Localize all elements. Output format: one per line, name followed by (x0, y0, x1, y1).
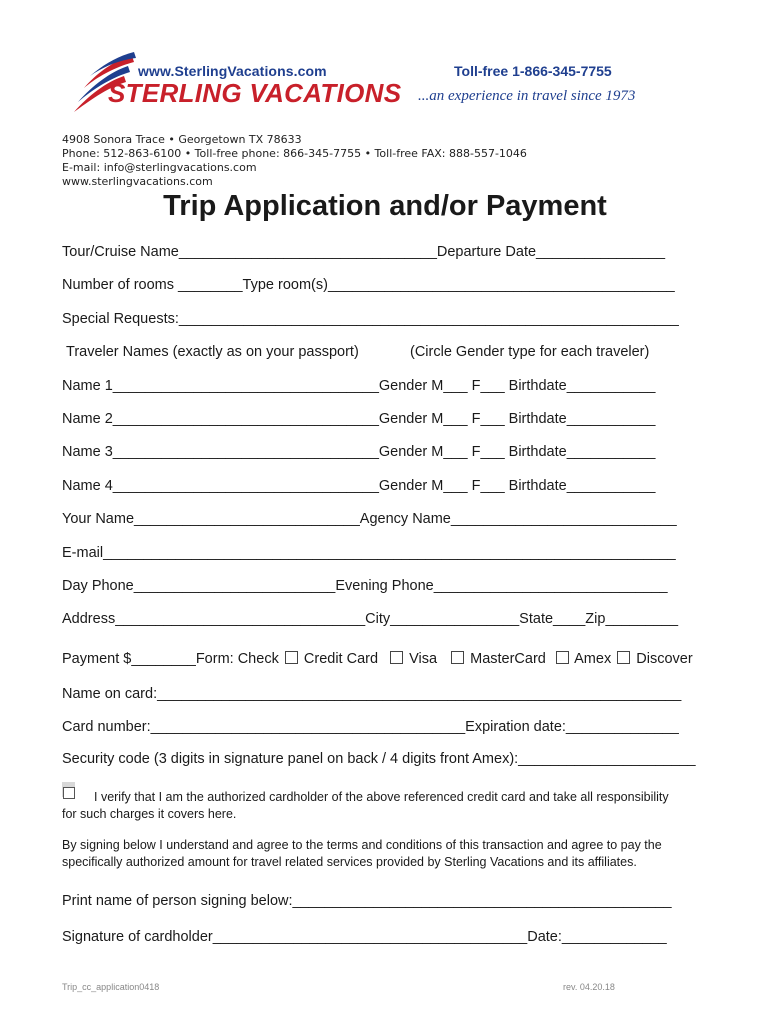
page-title: Trip Application and/or Payment (163, 190, 607, 222)
traveler-name-1-field[interactable]: Name 1_________________________________Gender M___ F___ Birthdate___________ (62, 378, 656, 394)
verify-text-line-1: I verify that I am the authorized cardholder of the above referenced credit card and take all responsibility (94, 790, 669, 804)
web-line: www.sterlingvacations.com (62, 175, 213, 188)
check-checkbox[interactable] (285, 651, 298, 664)
footer-revision: rev. 04.20.18 (563, 982, 615, 992)
verify-checkbox[interactable] (63, 787, 75, 799)
your-name-field[interactable]: Your Name____________________________Agency Name____________________________ (62, 511, 677, 527)
tour-cruise-field[interactable]: Tour/Cruise Name________________________________Departure Date________________ (62, 244, 666, 260)
mastercard-checkbox[interactable] (556, 651, 569, 664)
discover-label: Discover (636, 651, 693, 667)
address-line: 4908 Sonora Trace • Georgetown TX 78633 (62, 133, 302, 146)
verify-text-line-2: for such charges it covers here. (62, 807, 237, 821)
amex-label: Amex (574, 651, 612, 667)
special-requests-field[interactable]: Special Requests:______________________________________________________________ (62, 311, 679, 327)
rooms-field[interactable]: Number of rooms ________Type room(s)___________________________________________ (62, 277, 675, 293)
card-number-field[interactable]: Card number:_______________________________________Expiration date:______________ (62, 719, 679, 735)
email-line: E-mail: info@sterlingvacations.com (62, 161, 257, 174)
phone-line: Phone: 512-863-6100 • Toll-free phone: 866-345-7755 • Toll-free FAX: 888-557-1046 (62, 147, 527, 160)
amex-checkbox[interactable] (617, 651, 630, 664)
traveler-name-2-field[interactable]: Name 2_________________________________Gender M___ F___ Birthdate___________ (62, 411, 656, 427)
visa-label: Visa (409, 651, 438, 667)
brand-tagline: ...an experience in travel since 1973 (418, 88, 636, 104)
payment-row (62, 651, 693, 667)
footer-form-id: Trip_cc_application0418 (62, 982, 160, 992)
print-name-field[interactable]: Print name of person signing below:_______________________________________________ (62, 893, 672, 909)
traveler-name-4-field[interactable]: Name 4_________________________________Gender M___ F___ Birthdate___________ (62, 478, 656, 494)
agree-text-line-1: By signing below I understand and agree to the terms and conditions of this transaction and agree to pay the (62, 838, 662, 852)
traveler-names-header: Traveler Names (exactly as on your passport) (66, 344, 359, 360)
name-on-card-field[interactable]: Name on card:_________________________________________________________________ (62, 686, 682, 702)
signature-field[interactable]: Signature of cardholder_______________________________________Date:_____________ (62, 929, 667, 945)
toll-free-number: Toll-free 1-866-345-7755 (454, 63, 612, 79)
credit-card-label: Credit Card (303, 651, 379, 667)
payment-amount-field[interactable]: Payment $________Form: Check (62, 651, 279, 667)
mastercard-label: MasterCard (470, 651, 546, 667)
day-phone-field[interactable]: Day Phone_________________________Evening Phone_____________________________ (62, 578, 668, 594)
gender-instruction: (Circle Gender type for each traveler) (410, 344, 650, 360)
security-code-field[interactable]: Security code (3 digits in signature panel on back / 4 digits front Amex):______________________ (62, 751, 696, 767)
traveler-name-3-field[interactable]: Name 3_________________________________Gender M___ F___ Birthdate___________ (62, 444, 656, 460)
brand-name: STERLING VACATIONS (108, 78, 402, 108)
visa-checkbox[interactable] (451, 651, 464, 664)
email-field[interactable]: E-mail_______________________________________________________________________ (62, 545, 676, 561)
address-field[interactable]: Address_______________________________City________________State____Zip_________ (62, 611, 679, 627)
agree-text-line-2: specifically authorized amount for travel related services provided by Sterling Vacations and its affiliates. (62, 855, 637, 869)
credit-card-checkbox[interactable] (390, 651, 403, 664)
brand-url: www.SterlingVacations.com (138, 63, 327, 79)
